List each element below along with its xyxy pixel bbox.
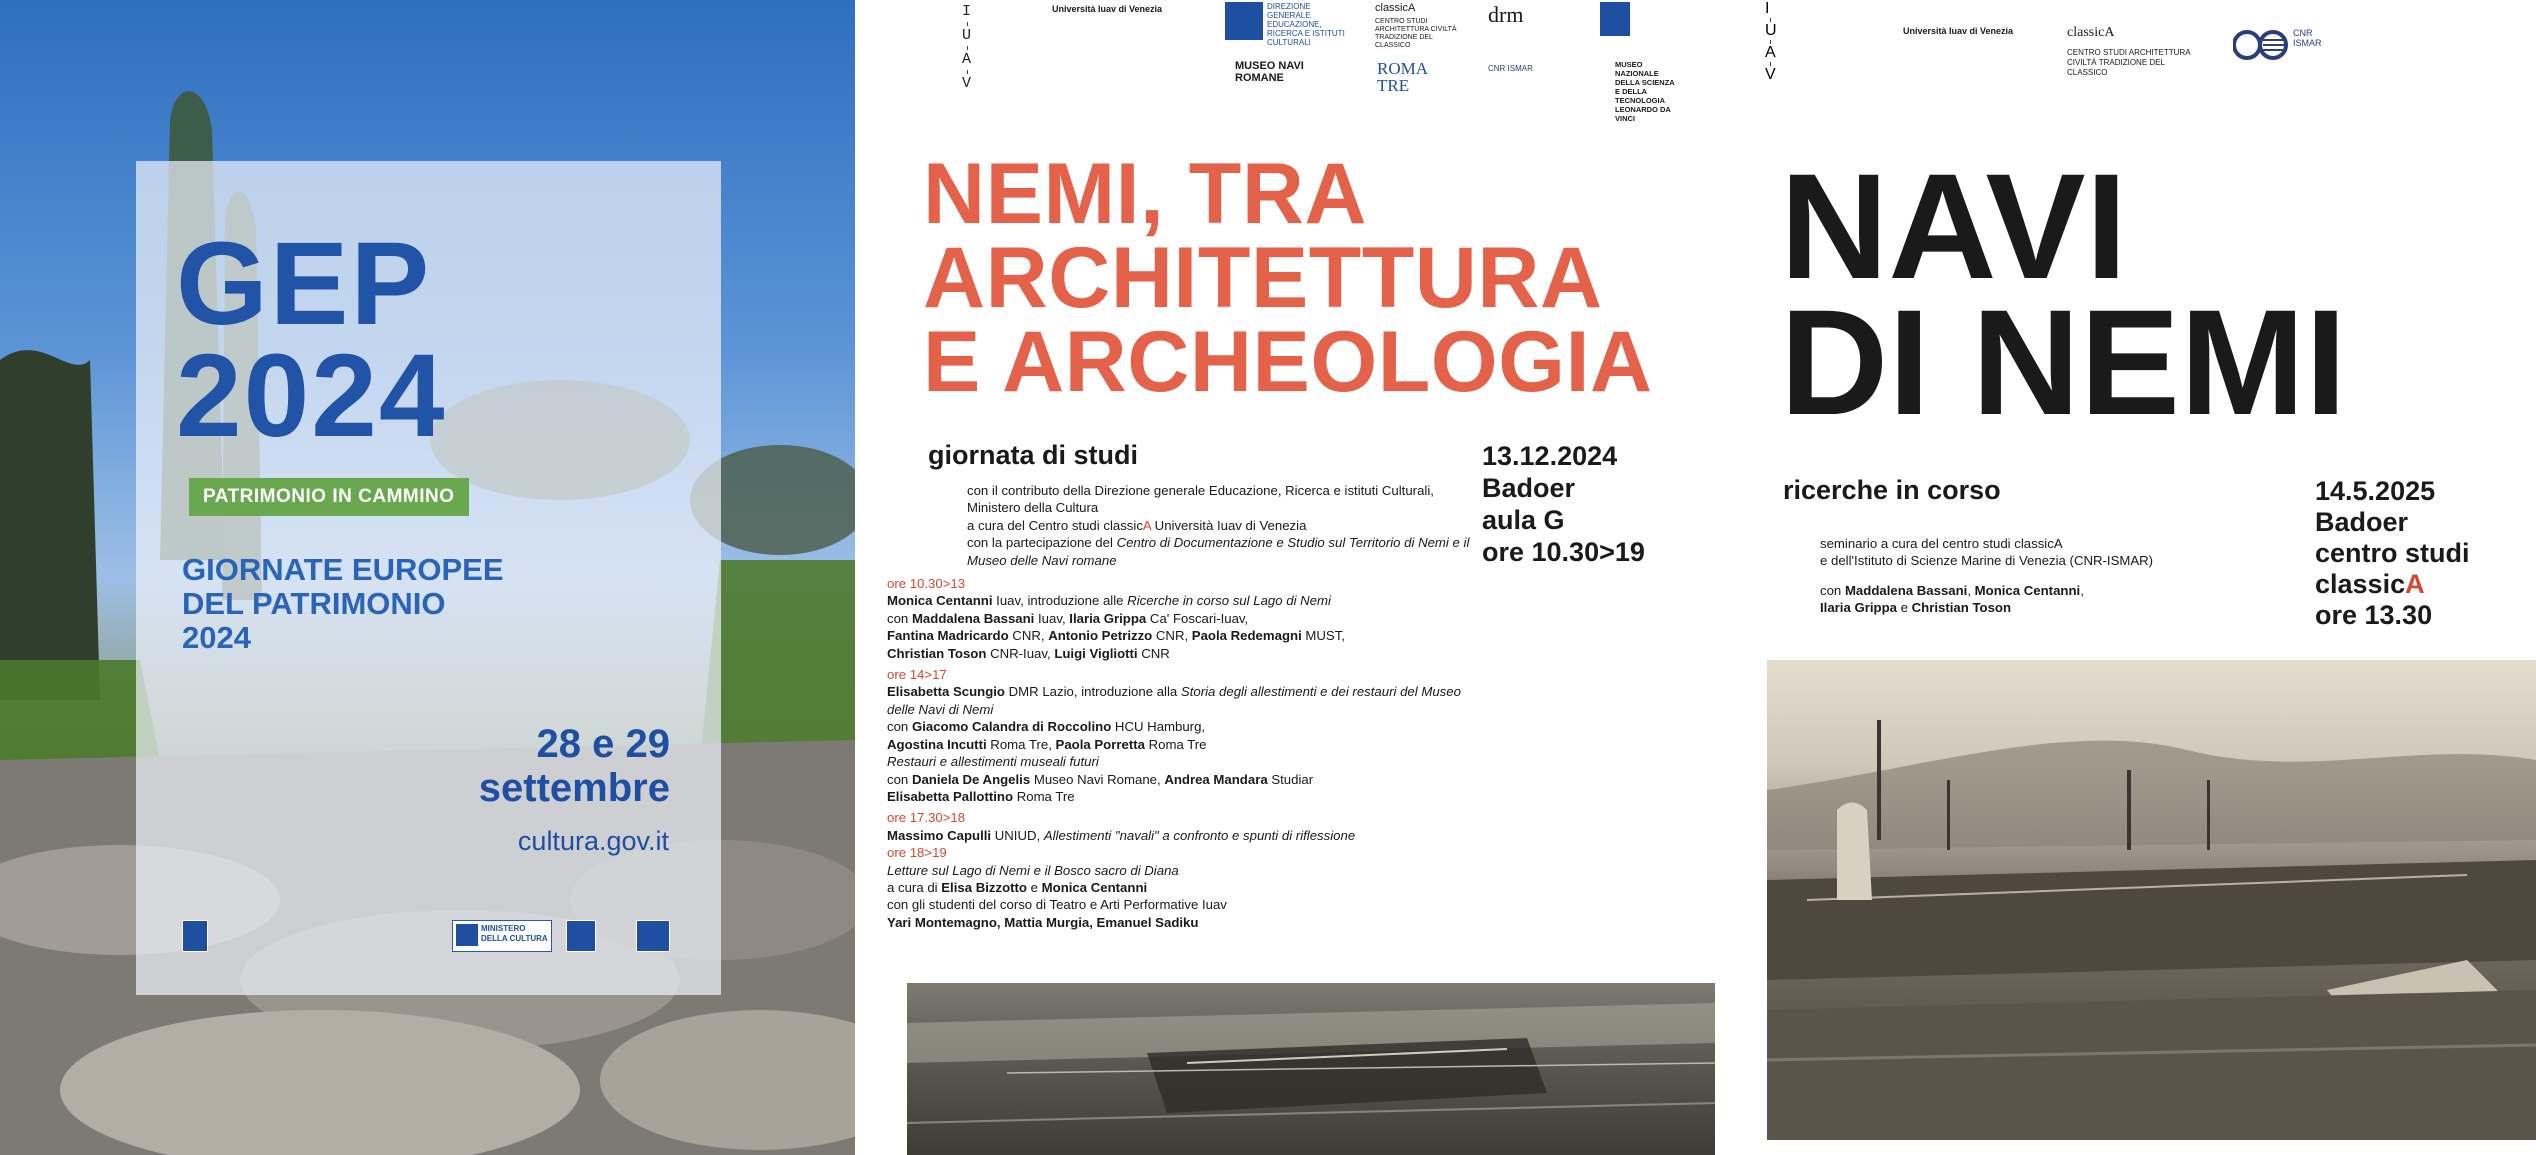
- classica-logo: classicA: [1375, 2, 1416, 14]
- iuav-letter: A: [962, 51, 972, 68]
- event-venue: Badoer: [1482, 473, 1576, 503]
- intro-curated: a cura del Centro studi classicA Università Iuav di Venezia: [967, 517, 1307, 533]
- iuav-letter: I: [1765, 0, 1770, 17]
- event-room-classica: classicA: [2315, 569, 2425, 599]
- event-subtitle: giornata di studi: [928, 440, 1139, 470]
- subtitle-line-1: GIORNATE EUROPEE: [182, 552, 504, 587]
- iuav-vertical-logo: [962, 2, 971, 94]
- iuav-letter: V: [962, 75, 972, 92]
- event-title: [1780, 142, 2347, 446]
- event-date: 14.5.2025: [2315, 476, 2436, 506]
- mic-logo: [1225, 2, 1263, 40]
- poster-gep-2024: [0, 0, 855, 1155]
- iuav-letter: U: [962, 27, 972, 44]
- ministry-emblem-icon: [456, 924, 478, 946]
- program: [887, 482, 1487, 931]
- session-2: ore 14>17 Elisabetta Scungio DMR Lazio, introduzione alla Storia degli allestimenti e dei restauri del Museo delle Navi di Nemi con Giacomo Calandra di Roccolino HCU Hamburg, Agostina Incutti Roma Tre, Paola Porretta Roma Tre Restauri e allestimenti museali futuri con Daniela De Angelis Museo Navi Romane, Andrea Mandara Studiar Elisabetta Pallottino Roma Tre: [887, 666, 1487, 805]
- event-title: [176, 218, 447, 462]
- classica-subtitle: CENTRO STUDI ARCHITETTURA CIVILTÀ TRADIZIONE DEL CLASSICO: [2067, 48, 2191, 77]
- archive-photo-ships: [1767, 660, 2536, 1140]
- eu-logo: [566, 920, 596, 952]
- ministry-logo-text: MINISTERO DELLA CULTURA: [481, 924, 548, 943]
- session-time: ore 10.30>13: [887, 576, 966, 592]
- desc-speakers-1: con Maddalena Bassani, Monica Centanni,: [1820, 582, 2084, 598]
- session-4: ore 18>19 Letture sul Lago di Nemi e il Bosco sacro di Diana a cura di Elisa Bizzotto e Monica Centanni con gli studenti del corso di Teatro e Arti Performative Iuav Yari Montemagno, Mattia Murgia, Emanuel Sadiku: [887, 844, 1487, 931]
- dates-line-1: 28 e 29: [536, 722, 670, 766]
- title-line-3: E ARCHEOLOGIA: [923, 314, 1653, 410]
- classica-logo: classicA: [2067, 25, 2115, 40]
- poster-navi-di-nemi: [1765, 0, 2536, 1155]
- cnr-logo: CNR ISMAR: [1488, 64, 1533, 73]
- classica-subtitle: CENTRO STUDI ARCHITETTURA CIVILTÀ TRADIZIONE DEL CLASSICO: [1375, 18, 1457, 49]
- title-line-2: ARCHITETTURA: [923, 230, 1603, 326]
- event-date: 13.12.2024: [1482, 441, 1618, 471]
- event-subtitle: [182, 553, 602, 655]
- title-line-2: DI NEMI: [1780, 278, 2347, 446]
- museo-navi-logo: MUSEO NAVI ROMANE: [1235, 60, 1304, 84]
- title-line-2: 2024: [176, 330, 447, 462]
- desc-line-1: seminario a cura del centro studi classicA: [1820, 536, 2063, 551]
- event-title: [923, 146, 1653, 410]
- iuav-letter: A: [1765, 44, 1776, 61]
- session-time: ore 18>19: [887, 845, 947, 861]
- event-room: aula G: [1482, 505, 1565, 535]
- event-description: [1820, 535, 2240, 617]
- session-1: ore 10.30>13 Monica Centanni Iuav, introduzione alle Ricerche in corso sul Lago di Nemi con Maddalena Bassani Iuav, Ilaria Grippa Ca' Foscari-Iuav, Fantina Madricardo CNR, Antonio Petrizzo CNR, Paola Redemagni MUST, Christian Toson CNR-Iuav, Luigi Vigliotti CNR: [887, 575, 1487, 662]
- university-name: Università Iuav di Venezia: [1052, 4, 1163, 14]
- session-time: ore 17.30>18: [887, 810, 966, 826]
- museo-scienza-logo: MUSEO NAZIONALE DELLA SCIENZA E DELLA TECNOLOGIA LEONARDO DA VINCI: [1615, 60, 1675, 123]
- subtitle-line-3: 2024: [182, 620, 251, 655]
- archive-photo-museum: [907, 983, 1715, 1155]
- title-line-1: GEP: [176, 218, 432, 350]
- university-name: Università Iuav di Venezia: [1903, 26, 2014, 36]
- subtitle-line-2: DEL PATRIMONIO: [182, 586, 446, 621]
- cnr-logo-text: CNR ISMAR: [2293, 28, 2322, 48]
- event-when: [2315, 476, 2470, 631]
- event-time: ore 13.30: [2315, 600, 2433, 630]
- event-when: [1482, 440, 1645, 568]
- event-dates: [479, 722, 670, 810]
- event-venue: Badoer: [2315, 507, 2409, 537]
- event-time: ore 10.30>19: [1482, 537, 1645, 567]
- session-time: ore 14>17: [887, 667, 947, 683]
- event-subtitle: ricerche in corso: [1783, 475, 2001, 505]
- title-line-1: NEMI, TRA: [923, 146, 1368, 242]
- desc-line-2: e dell'Istituto di Scienze Marine di Venezia (CNR-ISMAR): [1820, 553, 2154, 569]
- event-room: centro studi: [2315, 538, 2470, 568]
- eu-flag-logo: [182, 920, 208, 952]
- session-3: ore 17.30>18 Massimo Capulli UNIUD, Allestimenti "navali" a confronto e spunti di riflessione: [887, 809, 1487, 844]
- dates-line-2: settembre: [478, 766, 670, 810]
- cnr-ismar-logo: [2233, 28, 2323, 67]
- iuav-letter: V: [1765, 66, 1776, 83]
- title-line-1: NAVI: [1780, 142, 2128, 310]
- poster-nemi-architettura: [855, 0, 1765, 1155]
- dg-education-text: DIREZIONE GENERALE EDUCAZIONE, RICERCA E ISTITUTI CULTURALI: [1267, 2, 1345, 47]
- desc-speakers-2: Ilaria Grippa e Christian Toson: [1820, 600, 2012, 616]
- drm-logo: drm: [1488, 2, 1524, 27]
- iuav-letter: I: [962, 3, 972, 20]
- roma-tre-logo: ROMA TRE: [1377, 59, 1428, 95]
- theme-badge: PATRIMONIO IN CAMMINO: [189, 478, 469, 516]
- intro-contribution: con il contributo della Direzione generale Educazione, Ricerca e istituti Culturali, Ministero della Cultura: [967, 483, 1434, 516]
- ministry-logo: [452, 920, 552, 952]
- council-of-europe-logo: [636, 920, 670, 952]
- mic-logo-2: [1600, 2, 1630, 36]
- website-link[interactable]: cultura.gov.it: [517, 826, 669, 856]
- iuav-letter: U: [1765, 22, 1777, 39]
- intro-participation: con la partecipazione del Centro di Documentazione e Studio sul Territorio di Nemi e il Museo delle Navi romane: [967, 535, 1470, 568]
